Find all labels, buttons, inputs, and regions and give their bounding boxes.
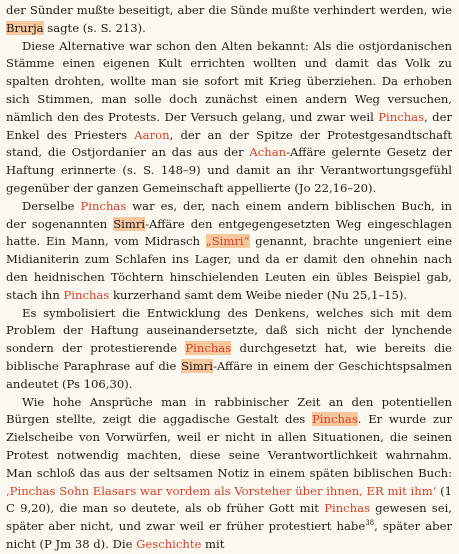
text-run: , der Enkel des Priesters [6,109,452,142]
text-run: Wie hohe Ansprüche man in rabbinischer Zeit an den potentiellen Bürgen stellte, zeigt die aggadische Gestalt des [6,394,452,427]
text-run: . Er wurde zur Zielscheibe von Vorwürfen, weil er nicht in allen Situationen, die seinen Protest notwendig machten, diese seine Verantwortlichkeit wahrnahm. Man schloß das aus der seltsamen Notiz in einem späten biblischen Buch: [6,412,452,480]
text-run: -Affäre gelernte Gesetz der Haftung erinnerte (s. S. 148–9) und damit an ihr Verantwortungsgefühl gegenüber der ganzen Gemeinschaft appellierte (Jo 22,16–20). [6,145,452,195]
marked-term: Achan [249,145,287,160]
paragraph [6,38,452,198]
text-run: sagte (s. S. 213). [43,20,146,35]
highlighted-term: Simri [181,358,213,373]
paragraph [6,198,452,305]
highlighted-term: „Simri“ [205,234,250,249]
marked-term: Aaron [134,127,170,142]
marked-term: Geschichte [136,536,202,551]
footnote-ref: 38 [365,519,375,528]
marked-term: Pinchas [324,501,370,516]
text-run: der Sünder mußte beseitigt, aber die Sünde mußte verhindert werden, wie [6,3,452,17]
highlighted-term: Pinchas [311,412,358,427]
text-run: , später aber nicht (P Jm 38 d). Die [6,519,452,551]
text-run: mit [201,536,225,551]
text-run: Diese Alternative war schon den Alten bekannt: Als die ostjordanischen Stämme einen eigenen Kult errichten wollten und damit das Volk zu spalten drohten, wollte man sie sofort mit Krieg überziehen. Da erhoben sich Stimmen, man solle doch zunächst einen andern Weg versuchen, nämlich den des Protests. Der Versuch gelang, und zwar weil [6,38,452,124]
text-run: -Affäre in einem der Geschichtspsalmen andeutet (Ps 106,30). [6,358,452,391]
paragraph [6,305,452,394]
body-text [6,2,452,554]
marked-term: Pinchas [63,287,110,302]
paragraph [6,2,452,38]
text-run: gewesen sei, später aber nicht, und zwar weil er früher protestiert habe [6,501,452,534]
paragraph [6,394,452,554]
text-run: (1 C 9,20), die man so deutete, als ob früher Gott mit [6,483,452,516]
highlighted-term: Simri [113,216,146,231]
text-run: genannt, brachte ungeniert eine Midianiterin zum Schlafen ins Lager, und da er damit den ohnehin nach den heidnischen Töchtern hinschielenden Leuten ein übles Beispiel gab, stach ihn [6,234,452,302]
text-run: durchgesetzt hat, wie bereits die biblische Paraphrase auf die [6,341,452,373]
marked-term: Pinchas [378,109,425,124]
text-run: -Affäre den entgegengesetzten Weg eingeschlagen hatte. Ein Mann, vom Midrasch [6,216,452,249]
text-run: war es, der, nach einem andern biblischen Buch, in der sogenannten [6,198,452,231]
highlighted-term: Pinchas [185,341,232,356]
marked-term: Pinchas [80,198,127,213]
highlighted-term: Brurja [6,20,44,35]
text-run: Derselbe [22,198,81,213]
text-run: kurzerhand samt dem Weibe nieder (Nu 25,1–15). [109,287,408,302]
text-run: Es symbolisiert die Entwicklung des Denkens, welches sich mit dem Problem der Haftung auseinandersetzte, daß sich nicht der lynchende sondern der protestierende [6,305,452,356]
text-run: , der an der Spitze der Protestgesandtschaft stand, die Ostjordanier an das aus der [6,127,452,160]
marked-term: ‚Pinchas Sohn Elasars war vordem als Vorsteher über ihnen, ER mit ihm‘ [6,483,437,498]
